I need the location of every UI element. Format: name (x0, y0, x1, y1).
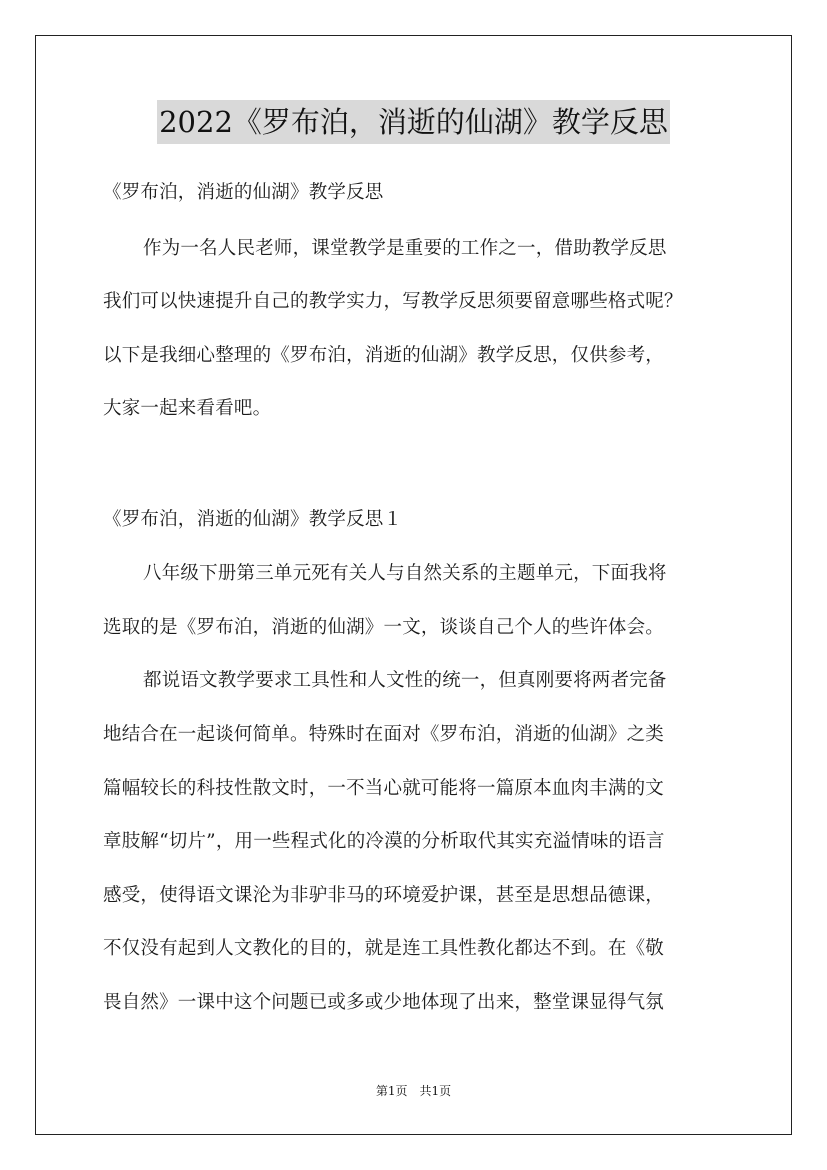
para2-line-5: 感受，使得语文课沦为非驴非马的环境爱护课，甚至是思想品德课， (103, 885, 665, 906)
para2-line-3: 篇幅较长的科技性散文时，一不当心就可能将一篇原本血肉丰满的文 (103, 778, 665, 799)
section-heading-1: 《罗布泊，消逝的仙湖》教学反思１ (103, 509, 403, 530)
para2-line-4: 章肢解“切片”，用一些程式化的冷漠的分析取代其实充溢情味的语言 (103, 831, 665, 852)
document-title: 2022《罗布泊，消逝的仙湖》教学反思 (157, 100, 670, 144)
title-container (0, 100, 827, 144)
para2-line-6: 不仅没有起到人文教化的目的，就是连工具性教化都达不到。在《敬 (103, 938, 665, 959)
para2-line-1: 都说语文教学要求工具性和人文性的统一，但真刚要将两者完备 (143, 670, 667, 691)
intro-line-1: 作为一名人民老师，课堂教学是重要的工作之一，借助教学反思 (143, 238, 667, 259)
para2-line-7: 畏自然》一课中这个问题已或多或少地体现了出来，整堂课显得气氛 (103, 992, 665, 1013)
intro-line-2: 我们可以快速提升自己的教学实力，写教学反思须要留意哪些格式呢？ (103, 291, 683, 312)
para1-line-2: 选取的是《罗布泊，消逝的仙湖》一文，谈谈自己个人的些许体会。 (103, 617, 665, 638)
intro-heading: 《罗布泊，消逝的仙湖》教学反思 (103, 182, 384, 203)
page-footer: 第1页 共1页 (375, 1084, 452, 1098)
para2-line-2: 地结合在一起谈何简单。特殊时在面对《罗布泊，消逝的仙湖》之类 (103, 724, 665, 745)
para1-line-1: 八年级下册第三单元死有关人与自然关系的主题单元，下面我将 (143, 563, 667, 584)
intro-line-4: 大家一起来看看吧。 (103, 398, 272, 419)
intro-line-3: 以下是我细心整理的《罗布泊，消逝的仙湖》教学反思，仅供参考， (103, 345, 665, 366)
